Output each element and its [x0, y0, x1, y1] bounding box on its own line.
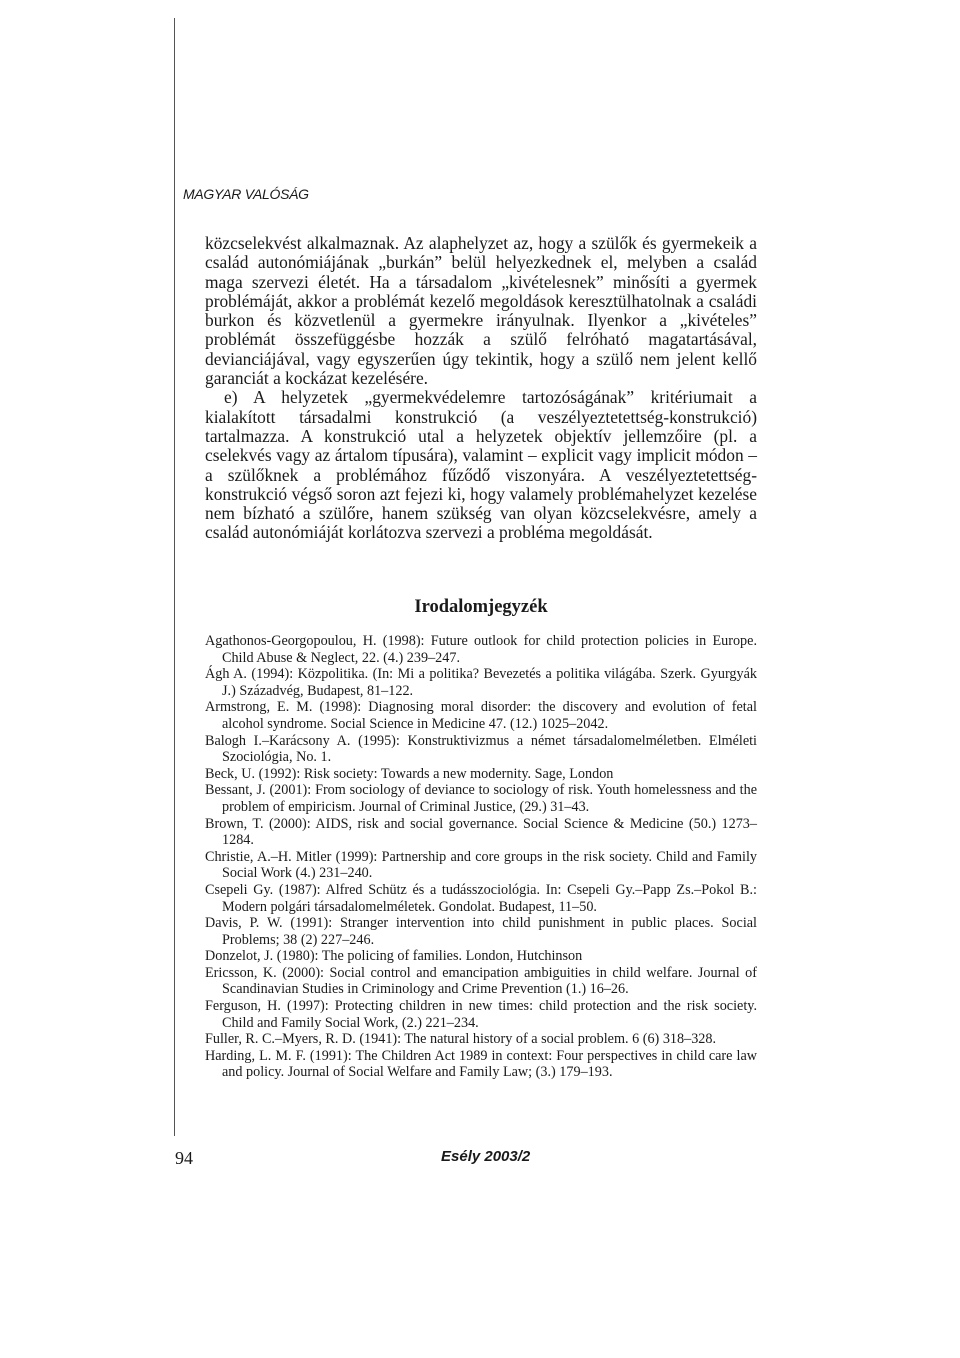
running-head: MAGYAR VALÓSÁG — [183, 186, 309, 202]
paragraph: e) A helyzetek „gyermekvédelemre tartozóságának” kritériumait a kialakított társadalmi konstrukció (a veszélyeztetettség-konstrukció) tartalmazza. A konstrukció utal a helyzetek objektív jellemzőire (pl. a cselekvés vagy az ártalom típusára), valamint – explicit vagy implicit módon – a szülőknek a problémához fűződő viszonyára. A veszélyeztetettség-konstrukció végső soron azt fejezi ki, hogy valamely problémahelyzet kezelése nem bízható a szülőre, hanem szükség van olyan közcselekvésre, amely a család autonómiáját korlátozva szervezi a probléma megoldását. — [205, 387, 757, 543]
reference-item: Ferguson, H. (1997): Protecting children in new times: child protection and the risk society. Child and Family Social Work, (2.) 221–234. — [205, 998, 757, 1031]
reference-item: Harding, L. M. F. (1991): The Children Act 1989 in context: Four perspectives in child care law and policy. Journal of Social Welfare and Family Law; (3.) 179–193. — [205, 1047, 757, 1081]
reference-item: Christie, A.–H. Mitler (1999): Partnership and core groups in the risk society. Child and Family Social Work (4.) 231–240. — [205, 848, 757, 882]
reference-item: Armstrong, E. M. (1998): Diagnosing moral disorder: the discovery and evolution of fetal alcohol syndrome. Social Science in Medicine 47. (12.) 1025–2042. — [205, 699, 757, 732]
journal-footer: Esély 2003/2 — [441, 1148, 531, 1165]
paragraph: közcselekvést alkalmaznak. Az alaphelyzet az, hogy a szülők és gyermekeik a család autonómiájának „burkán” belül helyezkednek el, melyben a család maga szervezi életét. Ha a társadalom „kivételesnek” minősíti a gyermek problémáját, akkor a problémát kezelő megoldások keresztülhatolnak a családi burkon és közvetlenül a gyermekre irányulnak. Ilyenkor a „kivételes” problémát összefüggésbe hozzák a szülő felróható magatartásával, devianciájával, vagy egyszerűen úgy tekintik, hogy a szülő nem jelent kellő garanciát a kockázat kezelésére. — [205, 233, 757, 389]
reference-item: Beck, U. (1992): Risk society: Towards a new modernity. Sage, London — [205, 765, 614, 782]
reference-list — [205, 633, 757, 1081]
references-heading: Irodalomjegyzék — [414, 597, 548, 617]
body-text — [205, 234, 757, 543]
reference-item: Bessant, J. (2001): From sociology of deviance to sociology of risk. Youth homelessness and the problem of empiricism. Journal of Criminal Justice, (29.) 31–43. — [205, 782, 757, 815]
reference-item: Fuller, R. C.–Myers, R. D. (1941): The natural history of a social problem. 6 (6) 318–328. — [205, 1031, 717, 1048]
reference-item: Ágh A. (1994): Közpolitika. (In: Mi a politika? Bevezetés a politika világába. Szerk. Gyurgyák J.) Századvég, Budapest, 81–122. — [205, 666, 757, 699]
margin-rule — [174, 18, 175, 1136]
page-number: 94 — [175, 1148, 193, 1168]
reference-item: Ericsson, K. (2000): Social control and emancipation ambiguities in child welfare. Journal of Scandinavian Studies in Criminology and Crime Prevention (1.) 16–26. — [205, 964, 757, 998]
reference-item: Csepeli Gy. (1987): Alfred Schütz és a tudásszociológia. In: Csepeli Gy.–Papp Zs.–Pokol B.: Modern polgári társadalomelméletek. Gondolat. Budapest, 11–50. — [205, 881, 757, 915]
reference-item: Davis, P. W. (1991): Stranger intervention into child punishment in public places. Social Problems; 38 (2) 227–246. — [205, 915, 757, 948]
reference-item: Brown, T. (2000): AIDS, risk and social governance. Social Science & Medicine (50.) 1273–1284. — [205, 815, 757, 849]
reference-item: Donzelot, J. (1980): The policing of families. London, Hutchinson — [205, 948, 583, 965]
reference-item: Agathonos-Georgopoulou, H. (1998): Future outlook for child protection policies in Europe. Child Abuse & Neglect, 22. (4.) 239–247. — [205, 633, 757, 666]
reference-item: Balogh I.–Karácsony A. (1995): Konstruktivizmus a német társadalomelméletben. Elméleti Szociológia, No. 1. — [205, 732, 757, 766]
